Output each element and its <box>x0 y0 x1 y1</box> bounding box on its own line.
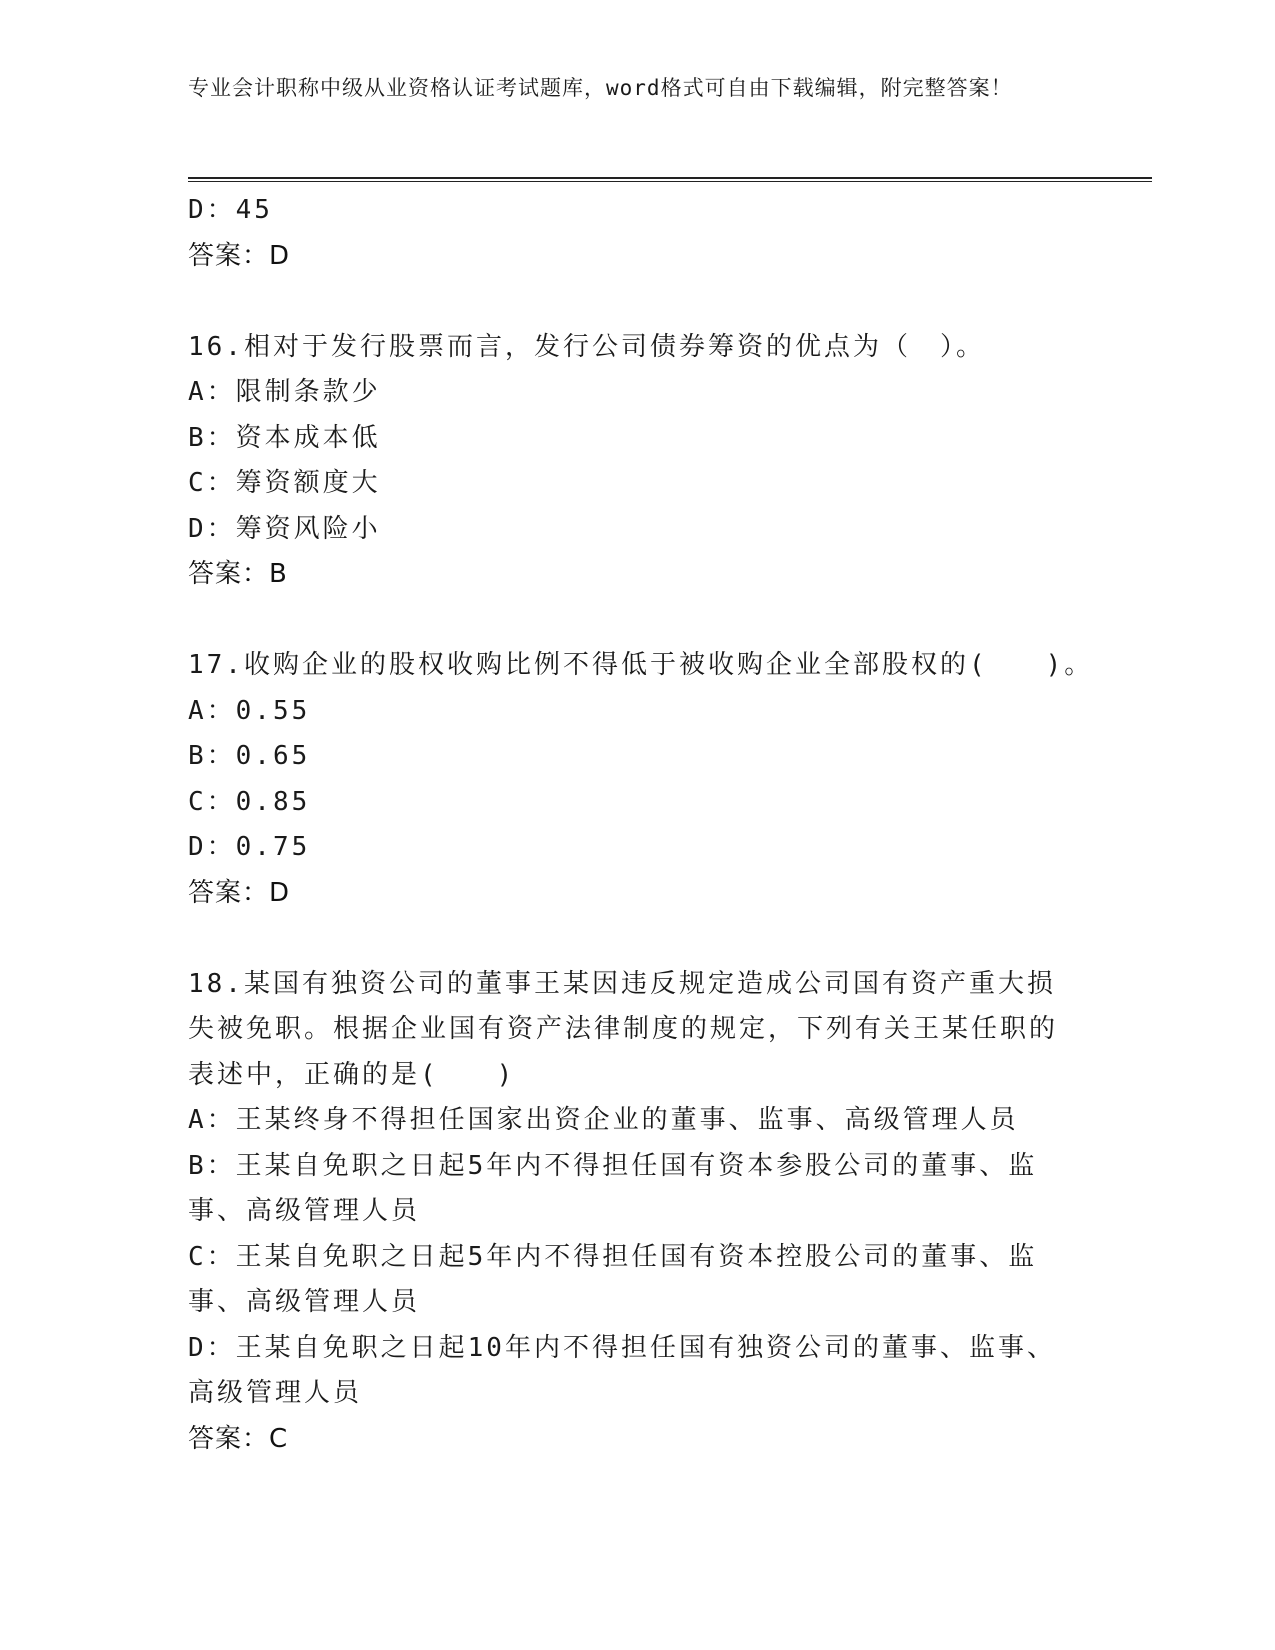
question-stem: 18.某国有独资公司的董事王某因违反规定造成公司国有资产重大损失被免职。根据企业国有资产法律制度的规定，下列有关王某任职的表述中，正确的是( ) <box>188 968 1059 1090</box>
answer-line: 答案：C <box>188 1423 289 1454</box>
question-stem: 17.收购企业的股权收购比例不得低于被收购企业全部股权的( )。 <box>188 650 1094 680</box>
answer-line: 答案：D <box>188 877 291 908</box>
option-c: C：王某自免职之日起5年内不得担任国有资本控股公司的董事、监事、高级管理人员 <box>188 1241 1038 1317</box>
page-header: 专业会计职称中级从业资格认证考试题库，word格式可自由下载编辑，附完整答案！ <box>188 76 1013 100</box>
answer-line: 答案：B <box>188 559 288 589</box>
option-a: A：限制条款少 <box>188 377 381 407</box>
option-d: D：0.75 <box>188 832 311 862</box>
question-17 <box>188 643 1094 916</box>
option-c: C：筹资额度大 <box>188 468 381 498</box>
option-d: D：45 <box>188 195 273 225</box>
header-rule-thin <box>188 181 1152 182</box>
option-a: A：王某终身不得担任国家出资企业的董事、监事、高级管理人员 <box>188 1105 1019 1135</box>
spacer <box>188 916 1088 962</box>
option-b: B：王某自免职之日起5年内不得担任国有资本参股公司的董事、监事、高级管理人员 <box>188 1150 1038 1226</box>
option-b: B：0.65 <box>188 741 311 771</box>
spacer <box>188 279 1088 325</box>
question-16 <box>188 325 1088 598</box>
option-d: D：筹资风险小 <box>188 513 381 544</box>
question-content <box>188 188 1094 1462</box>
answer-line: 答案：D <box>188 240 291 271</box>
option-c: C：0.85 <box>188 786 311 817</box>
header-rule-thick <box>188 177 1152 179</box>
spacer <box>188 598 1088 644</box>
question-stem: 16.相对于发行股票而言，发行公司债券筹资的优点为（ ）。 <box>188 331 985 362</box>
option-b: B：资本成本低 <box>188 422 381 453</box>
question-18 <box>188 962 1088 1463</box>
option-a: A：0.55 <box>188 695 311 726</box>
option-d: D：王某自免职之日起10年内不得担任国有独资公司的董事、监事、高级管理人员 <box>188 1332 1056 1408</box>
